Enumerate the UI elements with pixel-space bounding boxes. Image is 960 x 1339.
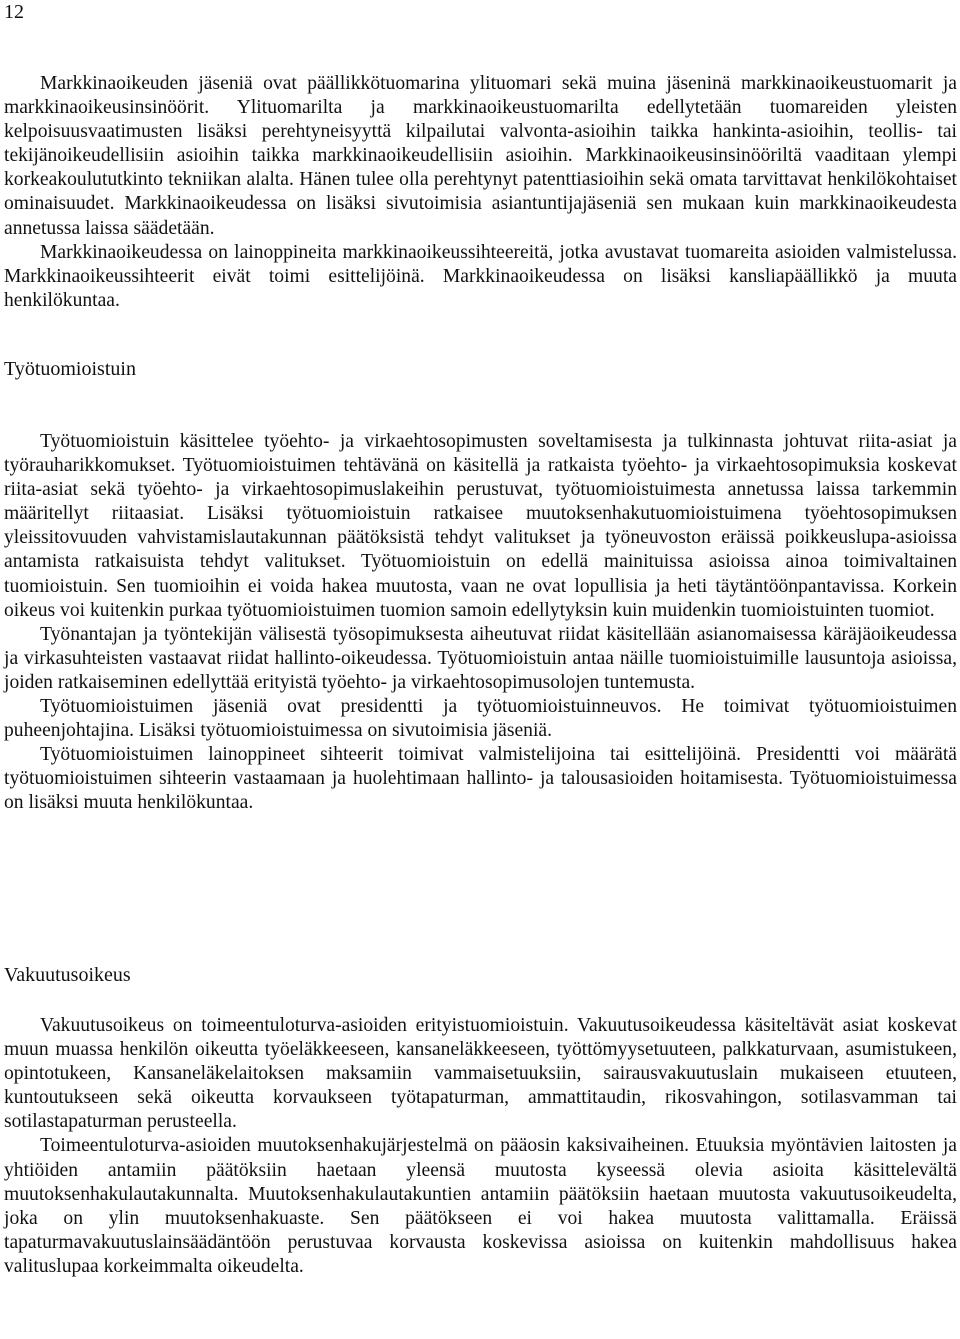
paragraph: Toimeentuloturva-asioiden muutoksenhakujärjestelmä on pääosin kaksivaiheinen. Etuuksia myöntävien laitosten ja yhtiöiden antamiin päätöksiin haetaan yleensä muutosta kyseessä olevia asioita käsittelevältä muutoksenhakulautakunnalta. Muutoksenhakulautakuntien antamiin päätöksiin haetaan muutosta vakuutusoikeudelta, joka on ylin muutoksenhakuaste. Sen päätökseen ei voi hakea muutosta valittamalla. Eräissä tapaturmavakuutuslainsäädäntöön perustuvaa korvausta koskevissa asioissa on kuitenkin mahdollisuus hakea valituslupaa korkeimmalta oikeudelta. — [4, 1135, 957, 1277]
paragraph: Työtuomioistuimen lainoppineet sihteerit toimivat valmistelijoina tai esittelijöinä. Presidentti voi määrätä työtuomioistuimen sihteerin vastaamaan ja huolehtimaan hallinto- ja talousasioiden hoitamisesta. Työtuomioistuimessa on lisäksi muuta henkilökuntaa. — [4, 744, 957, 814]
section-tyotuomioistuin — [4, 430, 957, 816]
page-number: 12 — [4, 1, 24, 23]
section-vakuutusoikeus — [4, 1014, 957, 1279]
paragraph: Työnantajan ja työntekijän välisestä työsopimuksesta aiheutuvat riidat käsitellään asianomaisessa käräjäoikeudessa ja virkasuhteisten vastaavat riidat hallinto-oikeudessa. Työtuomioistuin antaa näille tuomioistuimille lausuntoja asioissa, joiden ratkaiseminen edellyttää erityistä työehto- ja virkaehtosopimusolojen tuntemusta. — [4, 623, 957, 693]
paragraph: Vakuutusoikeus on toimeentuloturva-asioiden erityistuomioistuin. Vakuutusoikeudessa käsiteltävät asiat koskevat muun muassa henkilön oikeutta työeläkkeeseen, kansaneläkkeeseen, työttömyysetuuteen, palkkaturvaan, asumistukeen, opintotukeen, Kansaneläkelaitoksen maksamiin vammaisetuuksiin, sairausvakuutuslain mukaiseen etuuteen, kuntoutukseen sekä oikeutta korvaukseen työtapaturman, ammattitaudin, rikosvahingon, sotilasvamman tai sotilastapaturman perusteella. — [4, 1015, 957, 1133]
section-markkinaoikeus — [4, 72, 957, 313]
paragraph: Työtuomioistuimen jäseniä ovat presidentti ja työtuomioistuinneuvos. He toimivat työtuomioistuimen puheenjohtajina. Lisäksi työtuomioistuimessa on sivutoimisia jäseniä. — [4, 696, 957, 742]
section-heading-vakuutusoikeus: Vakuutusoikeus — [4, 964, 131, 986]
section-heading-tyotuomioistuin: Työtuomioistuin — [4, 358, 136, 380]
paragraph: Markkinaoikeudessa on lainoppineita markkinaoikeussihteereitä, jotka avustavat tuomareita asioiden valmistelussa. Markkinaoikeussihteerit eivät toimi esittelijöinä. Markkinaoikeudessa on lisäksi kansliapäällikkö ja muuta henkilökuntaa. — [4, 241, 957, 311]
paragraph: Työtuomioistuin käsittelee työehto- ja virkaehtosopimusten soveltamisesta ja tulkinnasta johtuvat riita-asiat ja työrauharikkomukset. Työtuomioistuimen tehtävänä on käsitellä ja ratkaista työehto- ja virkaehtosopimuksia koskevat riita-asiat sekä työehto- ja virkaehtosopimuslakeihin perustuvat, työtuomioistuimesta annetussa laissa tarkemmin määritellyt riitaasiat. Lisäksi työtuomioistuin ratkaisee muutoksenhakutuomioistuimena työehtosopimuksen yleissitovuuden vahvistamislautakunnan päätöksistä tehdyt valitukset ja työneuvoston eräissä poikkeuslupa-asioissa antamista ratkaisuista tehdyt valitukset. Työtuomioistuin on edellä mainituissa asioissa ainoa toimivaltainen tuomioistuin. Sen tuomioihin ei voida hakea muutosta, vaan ne ovat lopullisia ja heti täytäntöönpantavissa. Korkein oikeus voi kuitenkin purkaa työtuomioistuimen tuomion samoin edellytyksin kuin muidenkin tuomioistuinten tuomiot. — [4, 431, 957, 621]
paragraph: Markkinaoikeuden jäseniä ovat päällikkötuomarina ylituomari sekä muina jäseninä markkinaoikeustuomarit ja markkinaoikeusinsinöörit. Ylituomarilta ja markkinaoikeustuomarilta edellytetään tuomareiden yleisten kelpoisuusvaatimusten lisäksi perehtyneisyyttä kilpailutai valvonta-asioihin taikka hankinta-asioihin, teollis- tai tekijänoikeudellisiin asioihin taikka markkinaoikeudellisiin asioihin. Markkinaoikeusinsinööriltä vaaditaan ylempi korkeakoulututkinto tekniikan alalta. Hänen tulee olla perehtynyt patenttiasioihin sekä omata tarvittavat henkilökohtaiset ominaisuudet. Markkinaoikeudessa on lisäksi sivutoimisia asiantuntijajäseniä sen mukaan kuin markkinaoikeudesta annetussa laissa säädetään. — [4, 73, 957, 239]
